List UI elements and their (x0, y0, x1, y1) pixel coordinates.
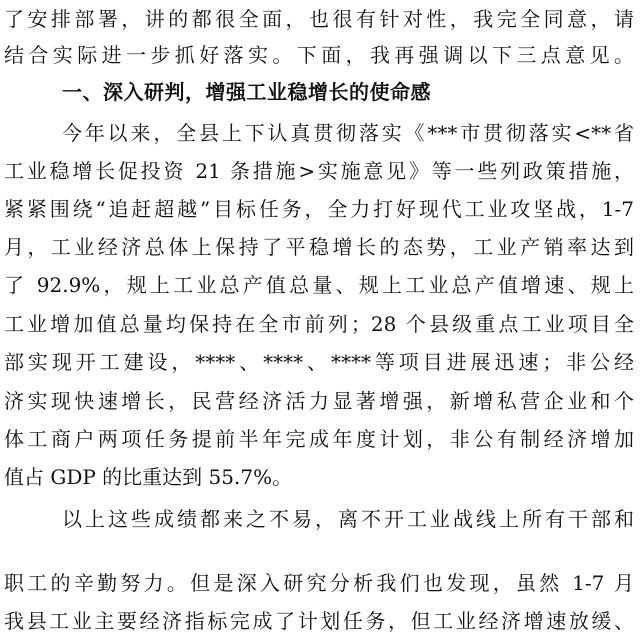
paragraph-1-line-3: 紧紧围绕“追赶超越”目标任务，全力打好现代工业攻坚战，1-7 (4, 197, 634, 221)
paragraph-1-line-10: 值占 GDP 的比重达到 55.7%。 (4, 465, 293, 489)
paragraph-2-line-1: 以上这些成绩都来之不易，离不开工业战线上所有干部和 (62, 507, 634, 531)
paragraph-1-line-1: 今年以来，全县上下认真贯彻落实《***市贯彻落实<**省 (62, 121, 634, 145)
paragraph-1-line-8: 济实现快速增长，民营经济活力显著增强，新增私营企业和个 (4, 389, 634, 413)
paragraph-2-line-3: 我县工业主要经济指标完成了计划任务，但工业经济增速放缓、 (4, 609, 634, 633)
paragraph-1-line-9: 体工商户两项任务提前半年完成年度计划，非公有制经济增加 (4, 427, 634, 451)
paragraph-1-line-2: 工业稳增长促投资 21 条措施>实施意见》等一些列政策措施， (4, 159, 634, 183)
paragraph-1-line-6: 工业增加值总量均保持在全市前列；28 个县级重点工业项目全 (4, 312, 634, 336)
section-heading: 一、深入研判，增强工业稳增长的使命感 (62, 80, 431, 104)
paragraph-1-line-7: 部实现开工建设，****、****、****等项目进展迅速；非公经 (4, 350, 634, 374)
paragraph-2-line-2: 职工的辛勤努力。但是深入研究分析我们也发现，虽然 1-7 月 (4, 571, 634, 595)
intro-line-2: 结合实际进一步抓好落实。下面，我再强调以下三点意见。 (4, 43, 634, 67)
paragraph-1-line-4: 月，工业经济总体上保持了平稳增长的态势，工业产销率达到 (4, 235, 634, 259)
intro-line-1: 了安排部署，讲的都很全面，也很有针对性，我完全同意，请 (4, 7, 634, 31)
paragraph-1-line-5: 了 92.9%，规上工业总产值总量、规上工业总产值增速、规上 (4, 273, 634, 297)
